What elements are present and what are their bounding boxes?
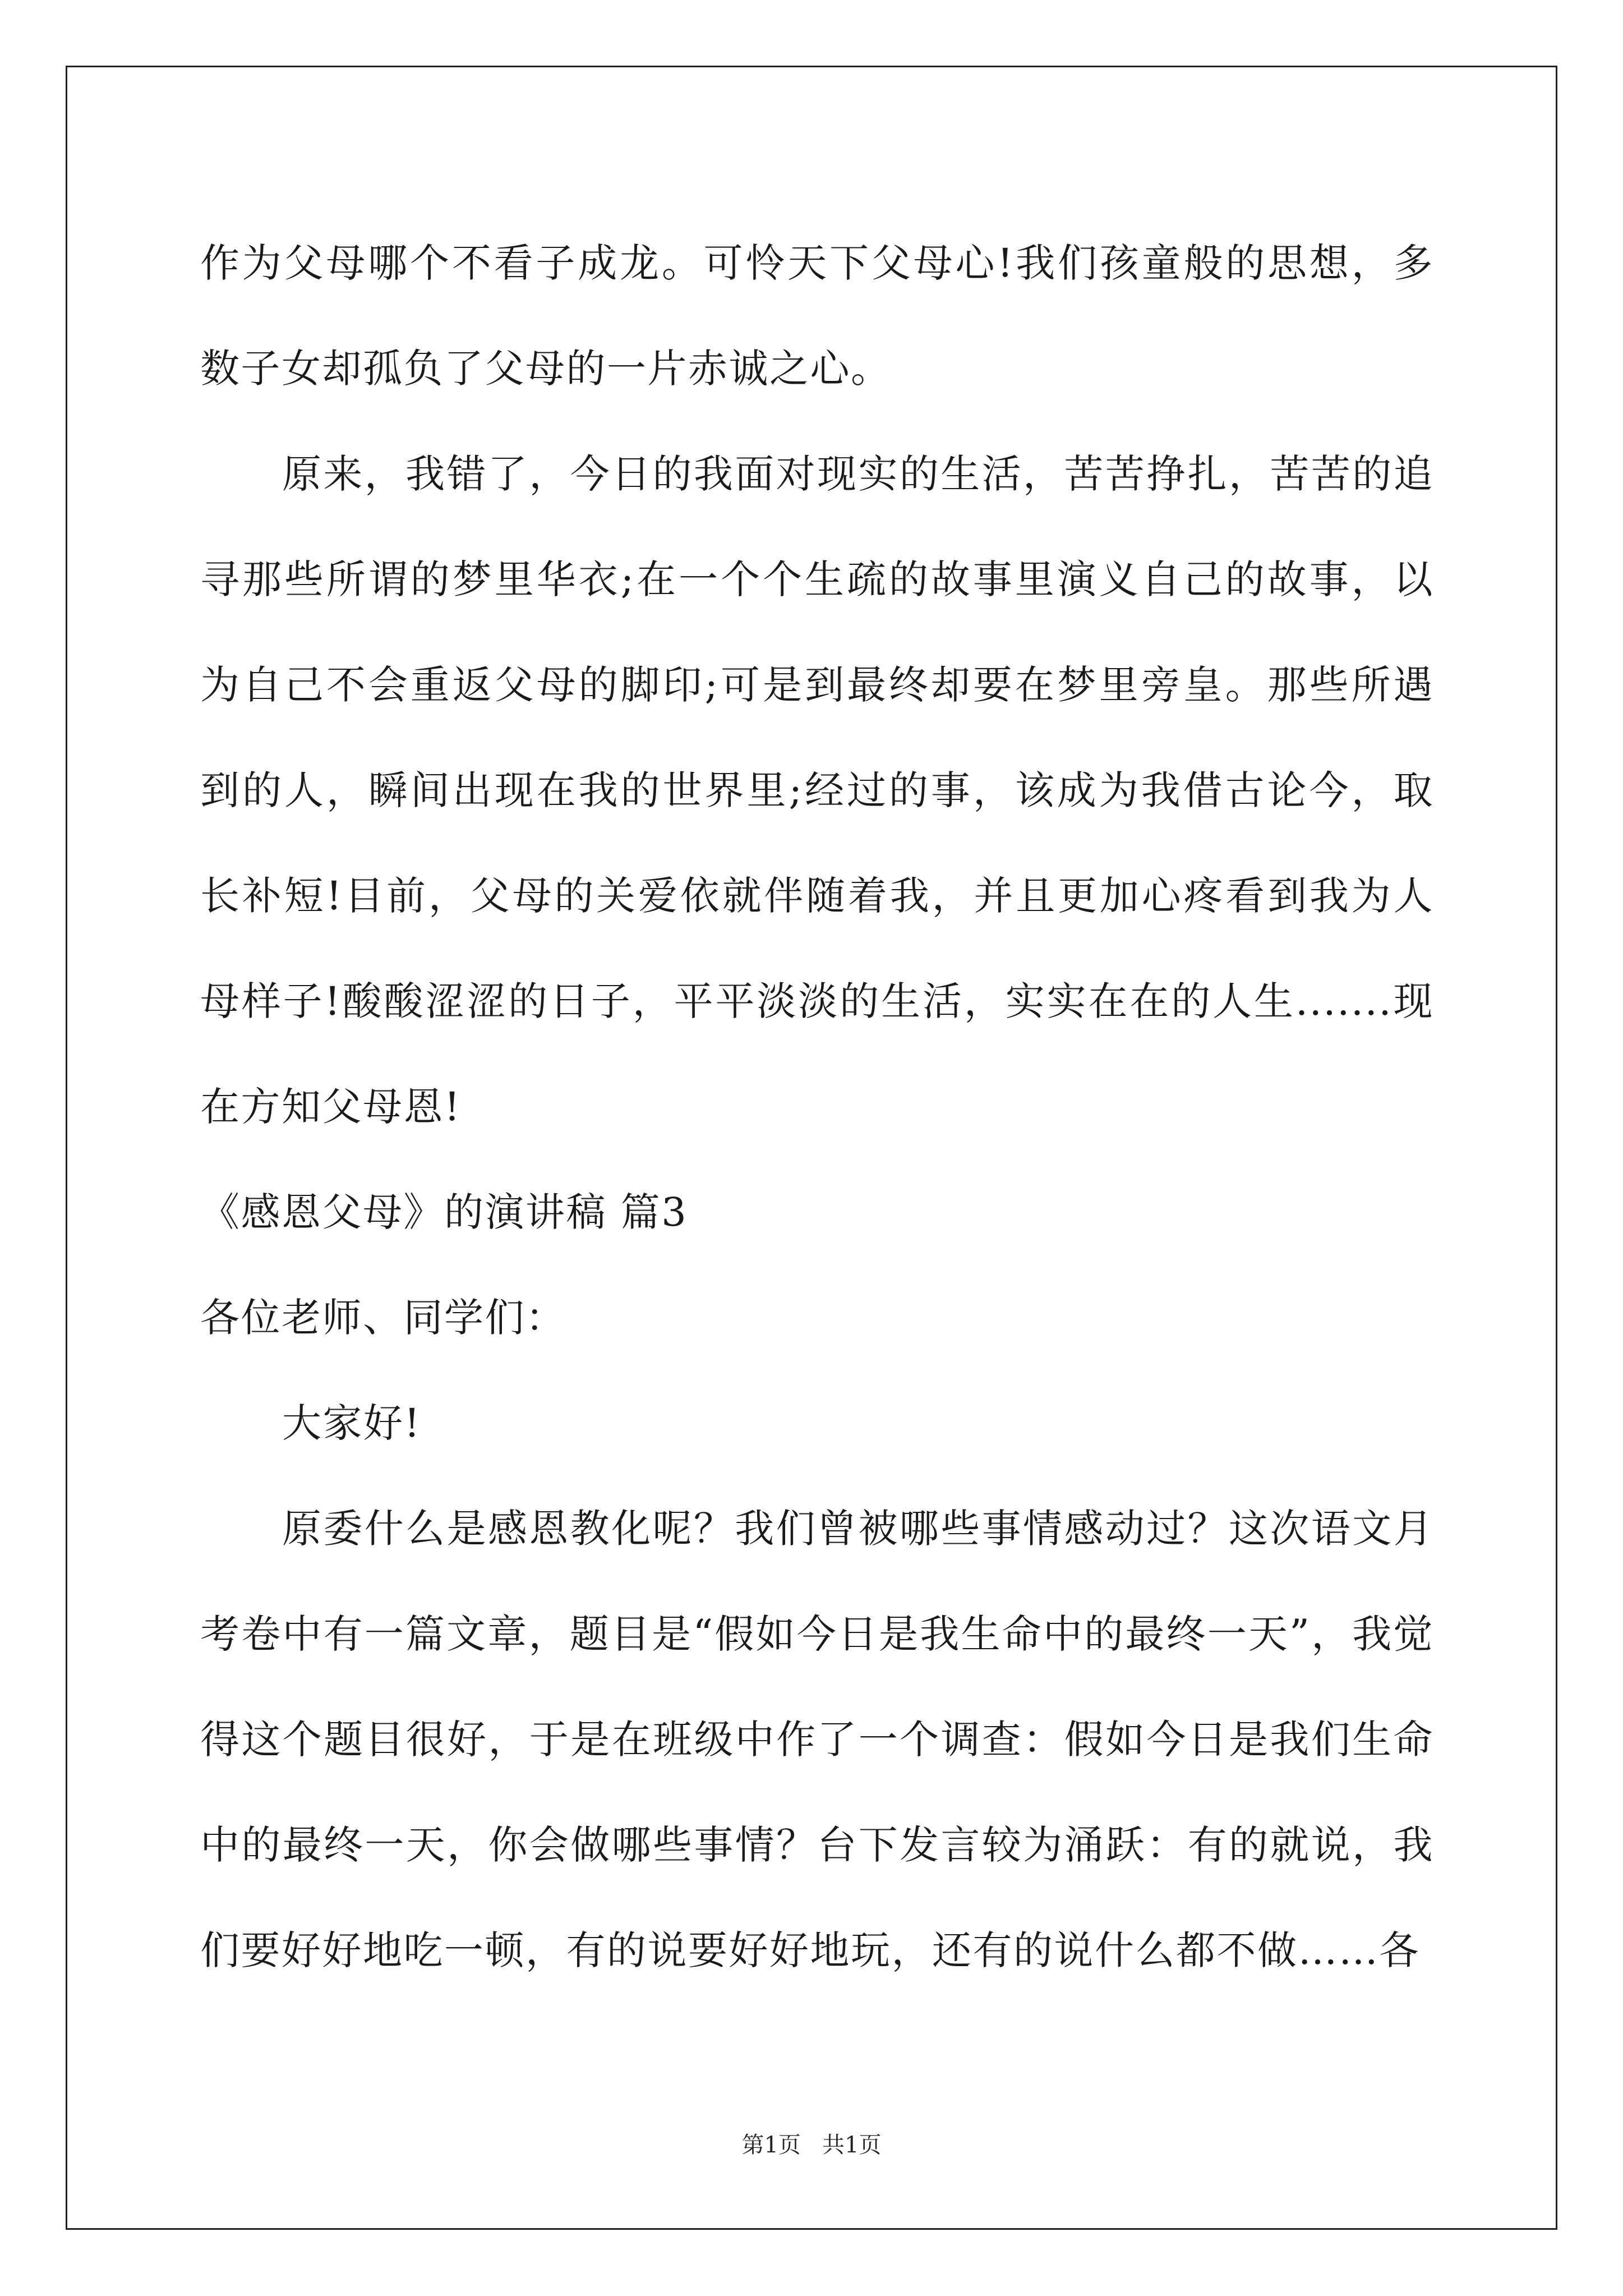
paragraph-3: 原委什么是感恩教化呢？我们曾被哪些事情感动过？这次语文月考卷中有一篇文章，题目是“假如今日是我生命中的最终一天”，我觉得这个题目很好，于是在班级中作了一个调查：假如今日是我们生命中的最终一天，你会做哪些事情？台下发言较为涌跃：有的就说，我们要好好地吃一顿，有的说要好好地玩，还有的说什么都不做……各 xyxy=(200,1506,1434,1973)
greeting: 大家好! xyxy=(282,1400,422,1446)
page-number-footer: 第1页 共1页 xyxy=(741,2132,882,2158)
paragraph-2: 原来，我错了，今日的我面对现实的生活，苦苦挣扎，苦苦的追寻那些所谓的梦里华衣;在一个个生疏的故事里演义自己的故事，以为自己不会重返父母的脚印;可是到最终却要在梦里旁皇。那些所遇到的人，瞬间出现在我的世界里;经过的事，该成为我借古论今，取长补短!目前，父母的关爱依就伴随着我，并且更加心疼看到我为人母样子!酸酸涩涩的日子，平平淡淡的生活，实实在在的人生.......现在方知父母恩! xyxy=(200,451,1434,1130)
document-body xyxy=(200,210,1434,2003)
paragraph-1: 作为父母哪个不看子成龙。可怜天下父母心!我们孩童般的思想，多数子女却孤负了父母的一片赤诚之心。 xyxy=(200,240,1434,392)
salutation: 各位老师、同学们： xyxy=(200,1295,566,1341)
section-heading: 《感恩父母》的演讲稿 篇3 xyxy=(200,1189,688,1235)
